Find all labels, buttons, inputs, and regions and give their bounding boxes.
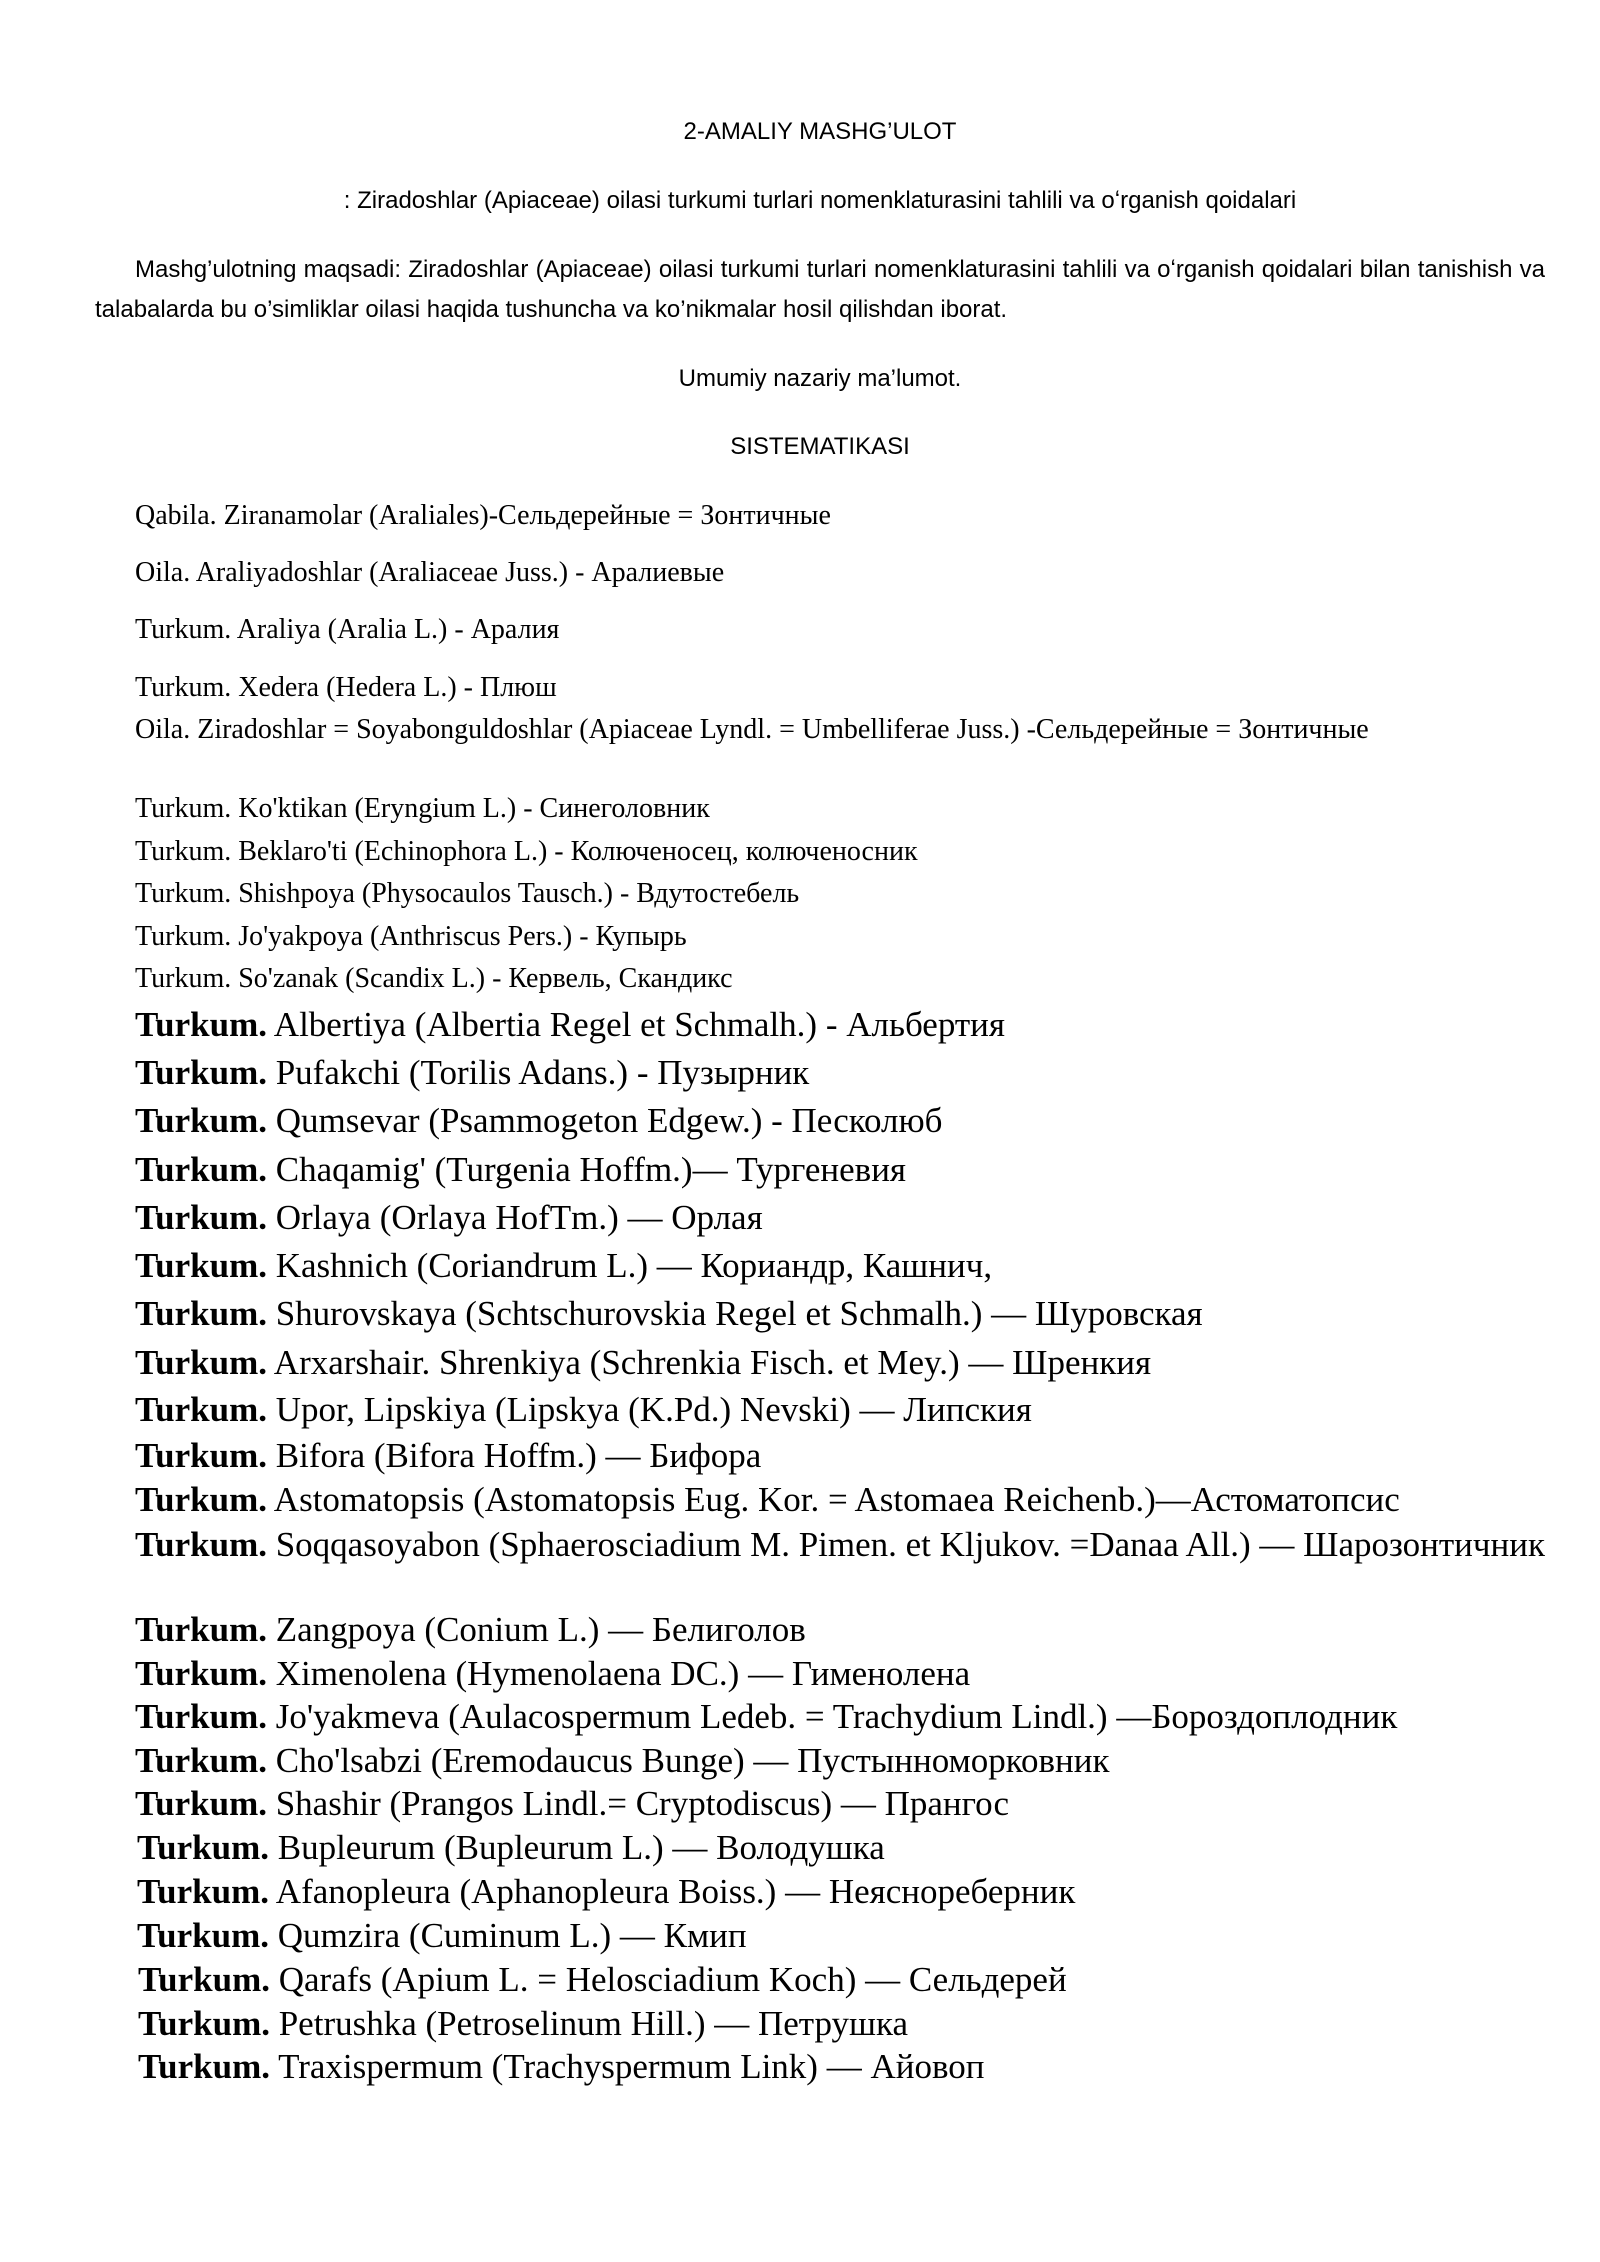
taxon-rank: Turkum. [135,1246,267,1285]
taxon-rank: Turkum. [135,1654,267,1693]
taxon-entry [135,1697,1545,1737]
taxon-text: Shishpoya (Physocaulos Tausch.) - Вдутостебель [238,878,800,909]
taxon-entry [135,878,1545,910]
taxon-text: So'zanak (Scandix L.) - Кервель, Скандикс [238,963,733,994]
taxon-rank: Turkum. [135,836,232,867]
taxon-entry [135,963,1545,995]
systematics-heading: SISTEMATIKASI [730,433,910,460]
taxon-entry [135,557,1545,589]
taxon-entry [135,1654,1545,1694]
taxon-entry [135,614,1545,646]
taxon-text: Bifora (Bifora Hoffm.) — Бифора [275,1436,762,1475]
taxon-text: Upor, Lipskiya (Lipskya (K.Pd.) Nevski) — Липския [275,1390,1032,1429]
taxon-entry [135,1343,1545,1383]
taxon-text: Jo'yakmeva (Aulacospermum Ledeb. = Trachydium Lindl.) —Бороздоплодник [275,1697,1398,1736]
taxon-text: Shashir (Prangos Lindl.= Cryptodiscus) — Прангос [275,1784,1010,1823]
taxon-rank: Turkum. [135,1101,267,1140]
taxon-rank: Turkum. [135,1294,267,1333]
taxon-rank: Turkum. [135,1150,267,1189]
taxon-entry [137,1828,1547,1868]
taxon-rank: Turkum. [135,1784,267,1823]
taxon-entry [135,836,1545,868]
taxon-rank: Turkum. [135,1610,267,1649]
taxon-rank: Turkum. [135,1005,267,1044]
taxon-text: Araliya (Aralia L.) - Аралия [236,614,560,645]
taxon-rank: Turkum. [135,878,232,909]
taxon-text: Beklaro'ti (Echinophora L.) - Колюченосец, колюченосник [238,836,918,867]
topic-line: : Ziradoshlar (Apiaceae) oilasi turkumi turlari nomenklaturasini tahlili va oʻrganish qoidalari [343,187,1297,214]
taxon-entry [137,1916,1547,1956]
taxon-entry [135,672,1545,704]
taxon-text: Cho'lsabzi (Eremodaucus Bunge) — Пустынноморковник [275,1741,1110,1780]
taxon-text: Pufakchi (Torilis Adans.) - Пузырник [275,1053,810,1092]
taxon-entry [138,1960,1548,2000]
taxon-text: Araliyadoshlar (Araliaceae Juss.) - Аралиевые [195,557,725,588]
taxon-text: Qumzira (Cuminum L.) — Кмип [277,1916,747,1955]
taxon-text: Soqqasoyabon (Sphaerosciadium M. Pimen. et Kljukov. =Danaa All.) — Шарозонтичник [275,1525,1545,1564]
taxon-rank: Turkum. [138,2047,270,2086]
taxon-rank: Turkum. [135,921,232,952]
taxon-rank: Turkum. [135,1198,267,1237]
taxon-entry [135,1480,1545,1520]
taxon-text: Ziranamolar (Araliales)-Сельдерейные = Зонтичные [223,500,831,531]
document-title: 2-AMALIY MASHG’ULOT [683,118,957,145]
taxon-text: Qumsevar (Psammogeton Edgew.) - Песколюб [275,1101,943,1140]
taxon-text: Afanopleura (Aphanopleura Boiss.) — Неяснореберник [275,1872,1076,1911]
taxon-rank: Oila. [135,714,191,745]
taxon-rank: Turkum. [138,1960,270,1999]
taxon-entry [138,2047,1548,2087]
taxon-entry [135,500,1545,532]
taxon-entry [135,711,1545,749]
taxon-text: Qarafs (Apium L. = Helosciadium Koch) — Сельдерей [278,1960,1067,1999]
taxon-rank: Turkum. [135,672,232,703]
taxon-rank: Turkum. [135,1480,267,1519]
taxon-text: Albertiya (Albertia Regel et Schmalh.) - Альбертия [273,1005,1005,1044]
taxon-entry [135,1101,1545,1141]
taxon-text: Zangpoya (Conium L.) — Белиголов [275,1610,806,1649]
taxon-rank: Turkum. [135,614,232,645]
taxon-entry [135,1150,1545,1190]
taxon-rank: Turkum. [135,1741,267,1780]
taxon-text: Ziradoshlar = Soyabonguldoshlar (Apiaceae Lyndl. = Umbelliferae Juss.) -Сельдерейные = Зонтичные [197,714,1369,745]
taxon-entry [135,793,1545,825]
taxon-entry [137,1872,1547,1912]
taxon-rank: Turkum. [135,1697,267,1736]
general-info-heading: Umumiy nazariy ma’lumot. [678,365,962,392]
taxon-rank: Turkum. [135,963,232,994]
taxon-entry [135,1741,1545,1781]
taxon-entry [135,1784,1545,1824]
taxon-entry [135,1436,1545,1476]
taxon-rank: Turkum. [137,1828,269,1867]
goal-paragraph: Mashg’ulotning maqsadi: Ziradoshlar (Apiaceae) oilasi turkumi turlari nomenklaturasini tahlili va oʻrganish qoidalari bilan tanishish va talabalarda bu o’simliklar oilasi haqida tushuncha va ko’nikmalar hosil qilishdan iborat. [95,256,1545,323]
taxon-entry [135,1246,1545,1286]
taxon-text: Xedera (Hedera L.) - Плюш [238,672,557,703]
taxon-text: Shurovskaya (Schtschurovskia Regel et Schmalh.) — Шуровская [275,1294,1203,1333]
taxon-text: Jo'yakpoya (Anthriscus Pers.) - Купырь [238,921,687,952]
taxon-text: Arxarshair. Shrenkiya (Schrenkia Fisch. et Mey.) — Шренкия [273,1343,1152,1382]
taxon-rank: Turkum. [138,2004,270,2043]
taxon-entry [135,1053,1545,1093]
taxon-text: Chaqamig' (Turgenia Hoffm.)— Тургеневия [275,1150,907,1189]
taxon-text: Bupleurum (Bupleurum L.) — Володушка [277,1828,885,1867]
taxon-rank: Turkum. [135,1343,267,1382]
taxon-rank: Turkum. [137,1872,269,1911]
taxon-entry [135,1005,1545,1045]
taxon-text: Kashnich (Coriandrum L.) — Кориандр, Кашнич, [275,1246,993,1285]
taxon-text: Orlaya (Orlaya HofTm.) — Орлая [275,1198,763,1237]
taxon-rank: Oila. [135,557,191,588]
taxon-rank: Turkum. [135,1053,267,1092]
taxon-entry [138,2004,1548,2044]
taxon-rank: Turkum. [135,793,232,824]
taxon-text: Astomatopsis (Astomatopsis Eug. Kor. = Astomaea Reichenb.)—Астоматопсис [273,1480,1400,1519]
taxon-entry [135,921,1545,953]
taxon-rank: Qabila. [135,500,217,531]
taxon-entry [135,1294,1545,1334]
taxon-entry [135,1523,1545,1566]
taxon-text: Ximenolena (Hymenolaena DC.) — Гименолена [275,1654,971,1693]
taxon-rank: Turkum. [135,1525,267,1564]
taxon-entry [135,1610,1545,1650]
taxon-text: Ko'ktikan (Eryngium L.) - Синеголовник [238,793,710,824]
taxon-rank: Turkum. [137,1916,269,1955]
taxon-text: Petrushka (Petroselinum Hill.) — Петрушка [278,2004,909,2043]
taxon-rank: Turkum. [135,1436,267,1475]
taxon-entry [135,1390,1545,1430]
taxon-entry [135,1198,1545,1238]
taxon-text: Traxispermum (Trachyspermum Link) — Айовоп [278,2047,985,2086]
taxon-rank: Turkum. [135,1390,267,1429]
